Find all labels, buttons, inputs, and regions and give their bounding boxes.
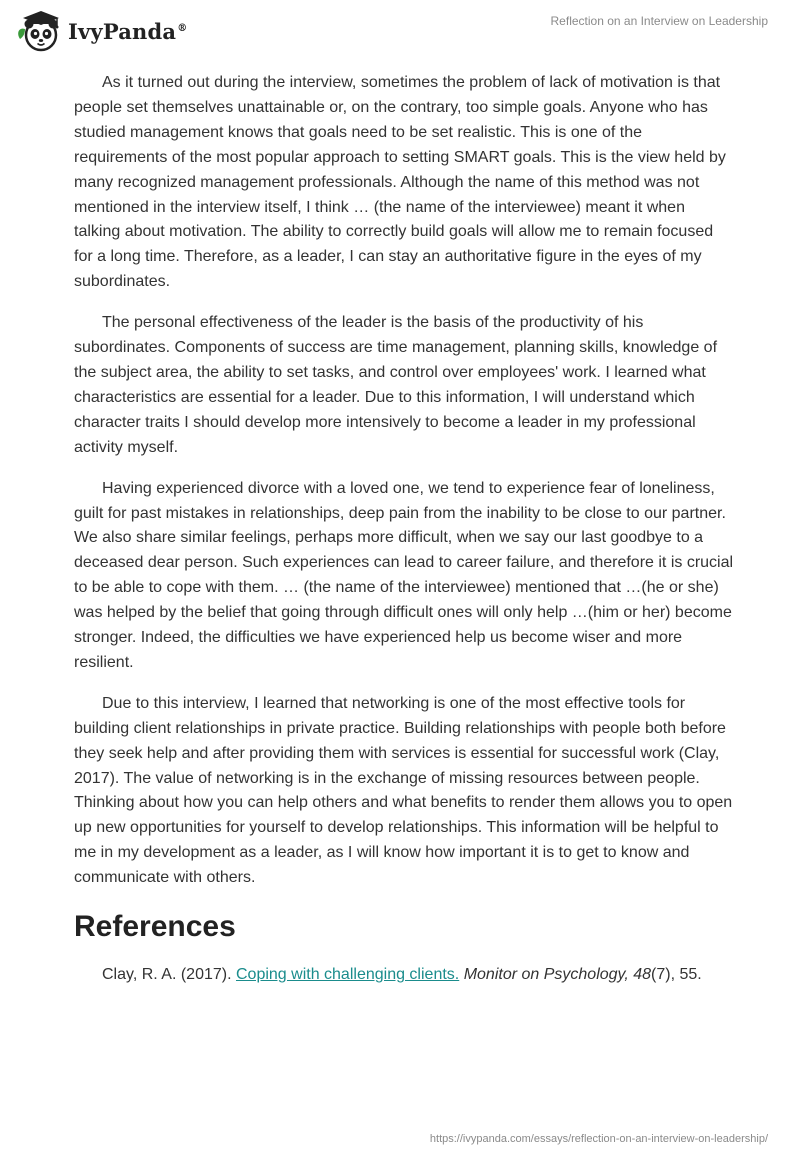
reference-entry <box>74 963 734 988</box>
paragraph-motivation: As it turned out during the interview, sometimes the problem of lack of motivation is that people set themselves unattainable or, on the contrary, too simple goals. Anyone who has studied management knows that goals need to be set realistic. This is one of the requirements of the most popular approach to setting SMART goals. This is the view held by many recognized management professionals. Although the name of this method was not mentioned in the interview itself, I think … (the name of the interviewee) meant it when talking about motivation. The ability to correctly build goals will allow me to remain focused for a long time. Therefore, as a leader, I can stay an authoritative figure in the eyes of my subordinates. <box>74 74 726 291</box>
reference-link[interactable]: Coping with challenging clients. <box>235 966 460 984</box>
panda-graduate-icon <box>16 9 62 53</box>
ivypanda-logo[interactable] <box>16 9 187 53</box>
footer-url[interactable]: https://ivypanda.com/essays/reflection-on-an-interview-on-leadership/ <box>429 1133 768 1145</box>
essay-content <box>74 71 734 988</box>
paragraph-effectiveness: The personal effectiveness of the leader is the basis of the productivity of his subordinates. Components of success are time management, planning skills, knowledge of the subject area, the ability to set tasks, and control over employees' work. I learned what characteristics are essential for a leader. Due to this information, I will understand which character traits I should develop more intensively to become a leader in my professional activity myself. <box>74 314 718 456</box>
registered-mark: ® <box>177 22 188 34</box>
page-header <box>0 0 800 60</box>
reference-authors: Clay, R. A. (2017). <box>102 966 236 984</box>
paragraph-networking: Due to this interview, I learned that networking is one of the most effective tools for building client relationships in private practice. Building relationships with people both before they seek help and after providing them with services is essential for successful work (Clay, 2017). The value of networking is in the exchange of missing resources between people. Thinking about how you can help others and what benefits to render them allows you to open up new opportunities for yourself to develop relationships. This information will be helpful to me in my development as a leader, as I will know how important it is to get to know and communicate with others. <box>74 694 733 887</box>
references-heading: References <box>74 910 236 944</box>
paragraph-difficulties: Having experienced divorce with a loved one, we tend to experience fear of loneliness, guilt for past mistakes in relationships, deep pain from the inability to be close to our partner. We also share similar feelings, perhaps more difficult, when we say our last goodbye to a deceased dear person. Such experiences can lead to career failure, and therefore it is crucial to be able to cope with them. … (the name of the interviewee) mentioned that …(he or she) was helped by the belief that going through difficult ones will only help …(him or her) become stronger. Indeed, the difficulties we have experienced help us become wiser and more resilient. <box>74 479 734 671</box>
document-title: Reflection on an Interview on Leadership <box>550 14 768 28</box>
logo-wordmark <box>68 19 187 44</box>
reference-issue: (7), 55. <box>651 966 702 984</box>
logo-text: IvyPanda <box>68 18 177 44</box>
reference-journal: Monitor on Psychology, 48 <box>463 966 652 984</box>
